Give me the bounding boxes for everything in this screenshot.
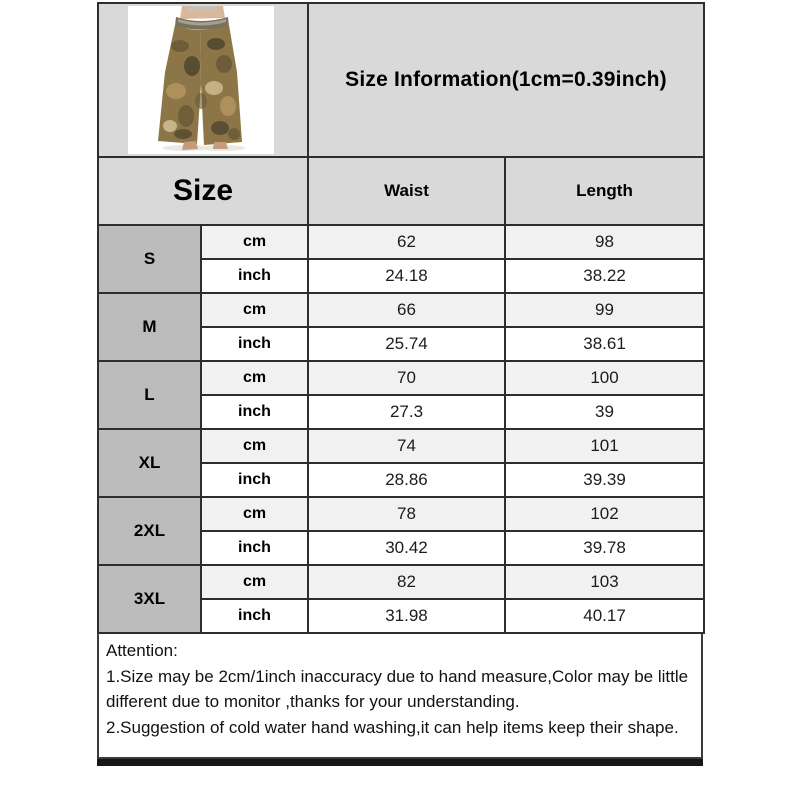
waist-value-cell: 25.74 <box>308 327 505 361</box>
size-label-cell: M <box>98 293 201 361</box>
unit-cell: inch <box>201 599 308 633</box>
waist-value-cell: 31.98 <box>308 599 505 633</box>
length-value-cell: 40.17 <box>505 599 704 633</box>
size-table <box>97 2 705 634</box>
table-row <box>98 293 704 327</box>
table-row <box>98 429 704 463</box>
attention-note-2: 2.Suggestion of cold water hand washing,it can help items keep their shape. <box>106 717 679 737</box>
length-value-cell: 39.39 <box>505 463 704 497</box>
size-label-cell: L <box>98 361 201 429</box>
length-value-cell: 39.78 <box>505 531 704 565</box>
size-label-cell: 3XL <box>98 565 201 633</box>
waist-value-cell: 66 <box>308 293 505 327</box>
unit-cell: inch <box>201 463 308 497</box>
product-image-cell <box>98 3 308 157</box>
unit-cell: cm <box>201 361 308 395</box>
attention-note-1: 1.Size may be 2cm/1inch inaccuracy due to hand measure,Color may be little different due to monitor ,thanks for your understanding. <box>106 666 689 711</box>
waist-value-cell: 24.18 <box>308 259 505 293</box>
size-label-cell: S <box>98 225 201 293</box>
size-label-cell: XL <box>98 429 201 497</box>
length-value-cell: 98 <box>505 225 704 259</box>
attention-heading: Attention: <box>106 641 178 660</box>
size-label-cell: 2XL <box>98 497 201 565</box>
unit-cell: inch <box>201 531 308 565</box>
length-value-cell: 99 <box>505 293 704 327</box>
waist-value-cell: 74 <box>308 429 505 463</box>
waist-value-cell: 28.86 <box>308 463 505 497</box>
unit-cell: cm <box>201 225 308 259</box>
length-value-cell: 38.22 <box>505 259 704 293</box>
size-chart-sheet <box>97 2 703 766</box>
unit-cell: cm <box>201 497 308 531</box>
unit-cell: inch <box>201 327 308 361</box>
size-information-title: Size Information(1cm=0.39inch) <box>308 3 704 157</box>
camo-pants-illustration <box>128 6 274 154</box>
length-value-cell: 39 <box>505 395 704 429</box>
waist-value-cell: 62 <box>308 225 505 259</box>
length-value-cell: 100 <box>505 361 704 395</box>
table-row <box>98 3 704 157</box>
column-header-length: Length <box>505 157 704 225</box>
table-row <box>98 361 704 395</box>
length-value-cell: 103 <box>505 565 704 599</box>
length-value-cell: 38.61 <box>505 327 704 361</box>
bottom-black-bar <box>97 759 703 766</box>
unit-cell: cm <box>201 429 308 463</box>
unit-cell: inch <box>201 259 308 293</box>
length-value-cell: 102 <box>505 497 704 531</box>
waist-value-cell: 82 <box>308 565 505 599</box>
unit-cell: cm <box>201 293 308 327</box>
unit-cell: cm <box>201 565 308 599</box>
attention-notes <box>97 634 703 759</box>
table-header-row <box>98 157 704 225</box>
waist-value-cell: 27.3 <box>308 395 505 429</box>
product-photo <box>128 6 274 154</box>
waist-value-cell: 70 <box>308 361 505 395</box>
table-row <box>98 565 704 599</box>
table-row <box>98 225 704 259</box>
unit-cell: inch <box>201 395 308 429</box>
length-value-cell: 101 <box>505 429 704 463</box>
waist-value-cell: 30.42 <box>308 531 505 565</box>
column-header-size: Size <box>98 157 308 225</box>
column-header-waist: Waist <box>308 157 505 225</box>
table-row <box>98 497 704 531</box>
waist-value-cell: 78 <box>308 497 505 531</box>
